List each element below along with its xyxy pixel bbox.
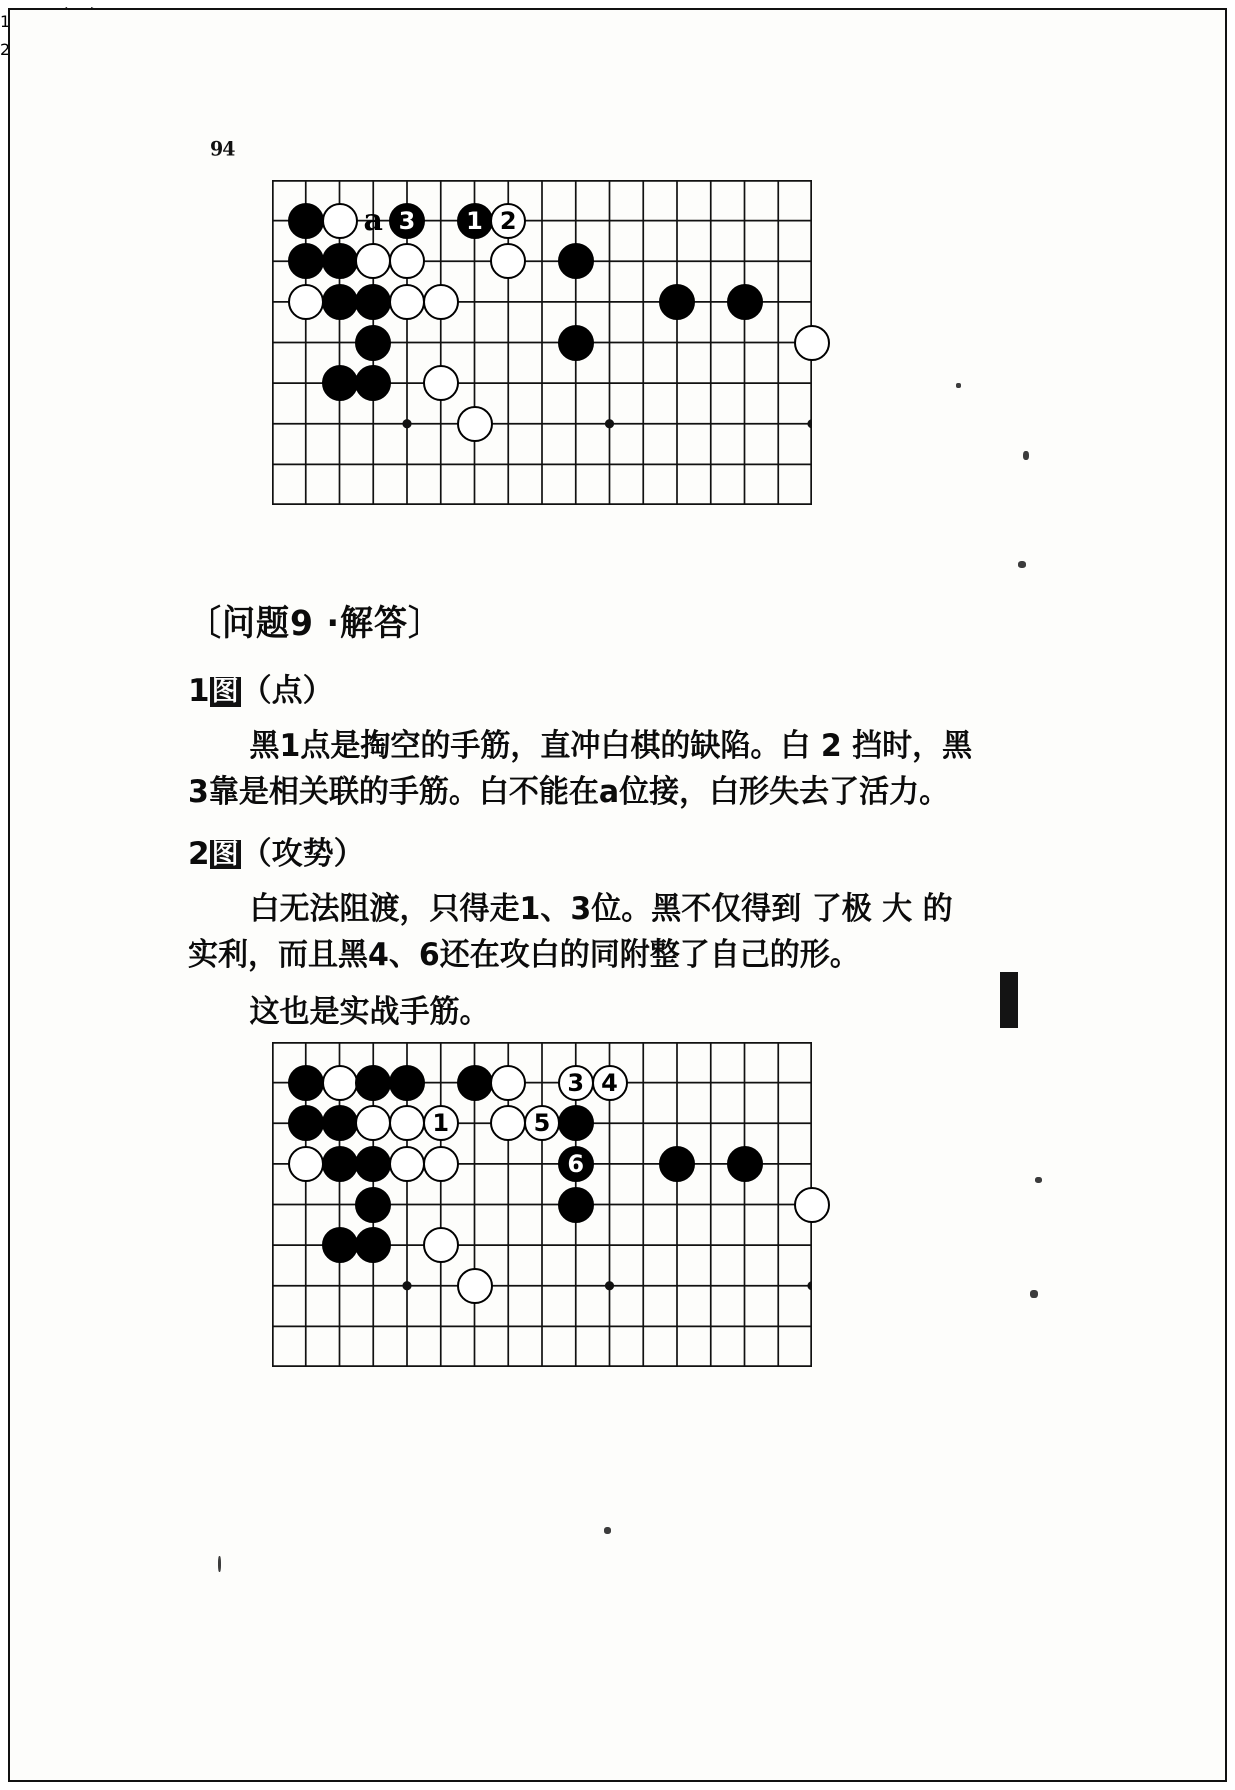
scan-blotch bbox=[1000, 972, 1018, 1028]
go-stone-black bbox=[355, 1065, 391, 1101]
go-stone-black bbox=[322, 1146, 358, 1182]
go-stone-white-move-4: 4 bbox=[592, 1065, 628, 1101]
go-stone-black bbox=[355, 1146, 391, 1182]
go-stone-white bbox=[423, 284, 459, 320]
go-stone-black-move-3: 3 bbox=[389, 203, 425, 239]
go-stone-black bbox=[727, 284, 763, 320]
page-number: 94 bbox=[210, 137, 235, 161]
go-stone-black bbox=[558, 1187, 594, 1223]
go-stone-white bbox=[322, 1065, 358, 1101]
article-text bbox=[188, 596, 978, 1050]
go-stone-white bbox=[794, 325, 830, 361]
go-stone-black-move-1: 1 bbox=[457, 203, 493, 239]
section-2-paragraph-1-text: 白无法阻渡，只得走1、3位。黑不仅得到 了极 大 的 实利，而且黑4、6还在攻白的同附整了自己的形。 bbox=[188, 890, 953, 973]
section-1-title: （点） bbox=[240, 673, 334, 709]
go-stone-black bbox=[389, 1065, 425, 1101]
go-stone-black bbox=[322, 284, 358, 320]
scan-speck bbox=[1030, 1290, 1038, 1298]
go-stone-white bbox=[389, 1105, 425, 1141]
go-stone-black bbox=[355, 1187, 391, 1223]
go-stone-black bbox=[355, 284, 391, 320]
section-2-heading bbox=[188, 828, 978, 873]
go-stone-white bbox=[322, 203, 358, 239]
go-stone-white bbox=[389, 284, 425, 320]
go-stone-black bbox=[558, 1105, 594, 1141]
go-stone-white-move-5: 5 bbox=[524, 1105, 560, 1141]
go-stone-black bbox=[457, 1065, 493, 1101]
scan-speck bbox=[1035, 1177, 1042, 1183]
go-stone-white bbox=[423, 1227, 459, 1263]
go-stone-white bbox=[389, 1146, 425, 1182]
caption-2-number: 2 bbox=[0, 40, 11, 59]
go-stone-white bbox=[423, 1146, 459, 1182]
go-stone-white bbox=[389, 243, 425, 279]
section-1-paragraph-text: 黑1点是掏空的手筋，直冲白棋的缺陷。白 2 挡时，黑3靠是相关联的手筋。白不能在a位接，白形失去了活力。 bbox=[188, 728, 973, 811]
section-1-heading bbox=[188, 665, 978, 710]
go-stone-white bbox=[288, 284, 324, 320]
problem-heading: 〔问题9 ·解答〕 bbox=[188, 602, 442, 644]
section-1-paragraph bbox=[188, 724, 978, 815]
go-stone-black bbox=[288, 1065, 324, 1101]
go-stone-black bbox=[288, 243, 324, 279]
board-point-label-a: a bbox=[363, 203, 383, 239]
go-stone-black bbox=[659, 284, 695, 320]
scan-speck bbox=[1018, 561, 1026, 568]
go-stone-black bbox=[322, 243, 358, 279]
section-2-title: （攻势） bbox=[240, 835, 365, 872]
go-stone-white bbox=[457, 1268, 493, 1304]
go-diagram-1 bbox=[272, 180, 812, 505]
section-2-paragraph-1 bbox=[188, 887, 978, 978]
go-stone-black bbox=[659, 1146, 695, 1182]
scan-speck bbox=[604, 1527, 611, 1534]
section-2-paragraph-2 bbox=[188, 990, 978, 1036]
scan-speck bbox=[956, 383, 961, 388]
go-stone-white bbox=[794, 1187, 830, 1223]
go-stone-white bbox=[288, 1146, 324, 1182]
section-2-num: 2 bbox=[188, 835, 210, 872]
scan-speck bbox=[218, 1556, 221, 1572]
go-stone-black bbox=[322, 1227, 358, 1263]
section-2-paragraph-2-text: 这也是实战手筋。 bbox=[249, 994, 490, 1031]
go-stone-white bbox=[457, 406, 493, 442]
section-2-fig: 图 bbox=[211, 838, 239, 870]
go-stone-white bbox=[490, 1065, 526, 1101]
go-stone-black bbox=[322, 1105, 358, 1141]
go-stone-white-move-1: 1 bbox=[423, 1105, 459, 1141]
go-stone-black bbox=[727, 1146, 763, 1182]
section-1-num: 1 bbox=[188, 673, 210, 709]
go-stone-black bbox=[558, 243, 594, 279]
go-diagram-2 bbox=[272, 1042, 812, 1367]
section-1-fig: 图 bbox=[211, 676, 239, 707]
go-stone-black-move-6: 6 bbox=[558, 1146, 594, 1182]
go-stone-white-move-3: 3 bbox=[558, 1065, 594, 1101]
go-stone-black bbox=[355, 325, 391, 361]
go-stone-white-move-2: 2 bbox=[490, 203, 526, 239]
go-stone-black bbox=[322, 365, 358, 401]
go-stone-black bbox=[288, 1105, 324, 1141]
caption-1-number: 1 bbox=[0, 12, 11, 31]
scan-speck bbox=[1023, 451, 1029, 460]
go-stone-black bbox=[558, 325, 594, 361]
go-stone-white bbox=[423, 365, 459, 401]
go-stone-black bbox=[288, 203, 324, 239]
